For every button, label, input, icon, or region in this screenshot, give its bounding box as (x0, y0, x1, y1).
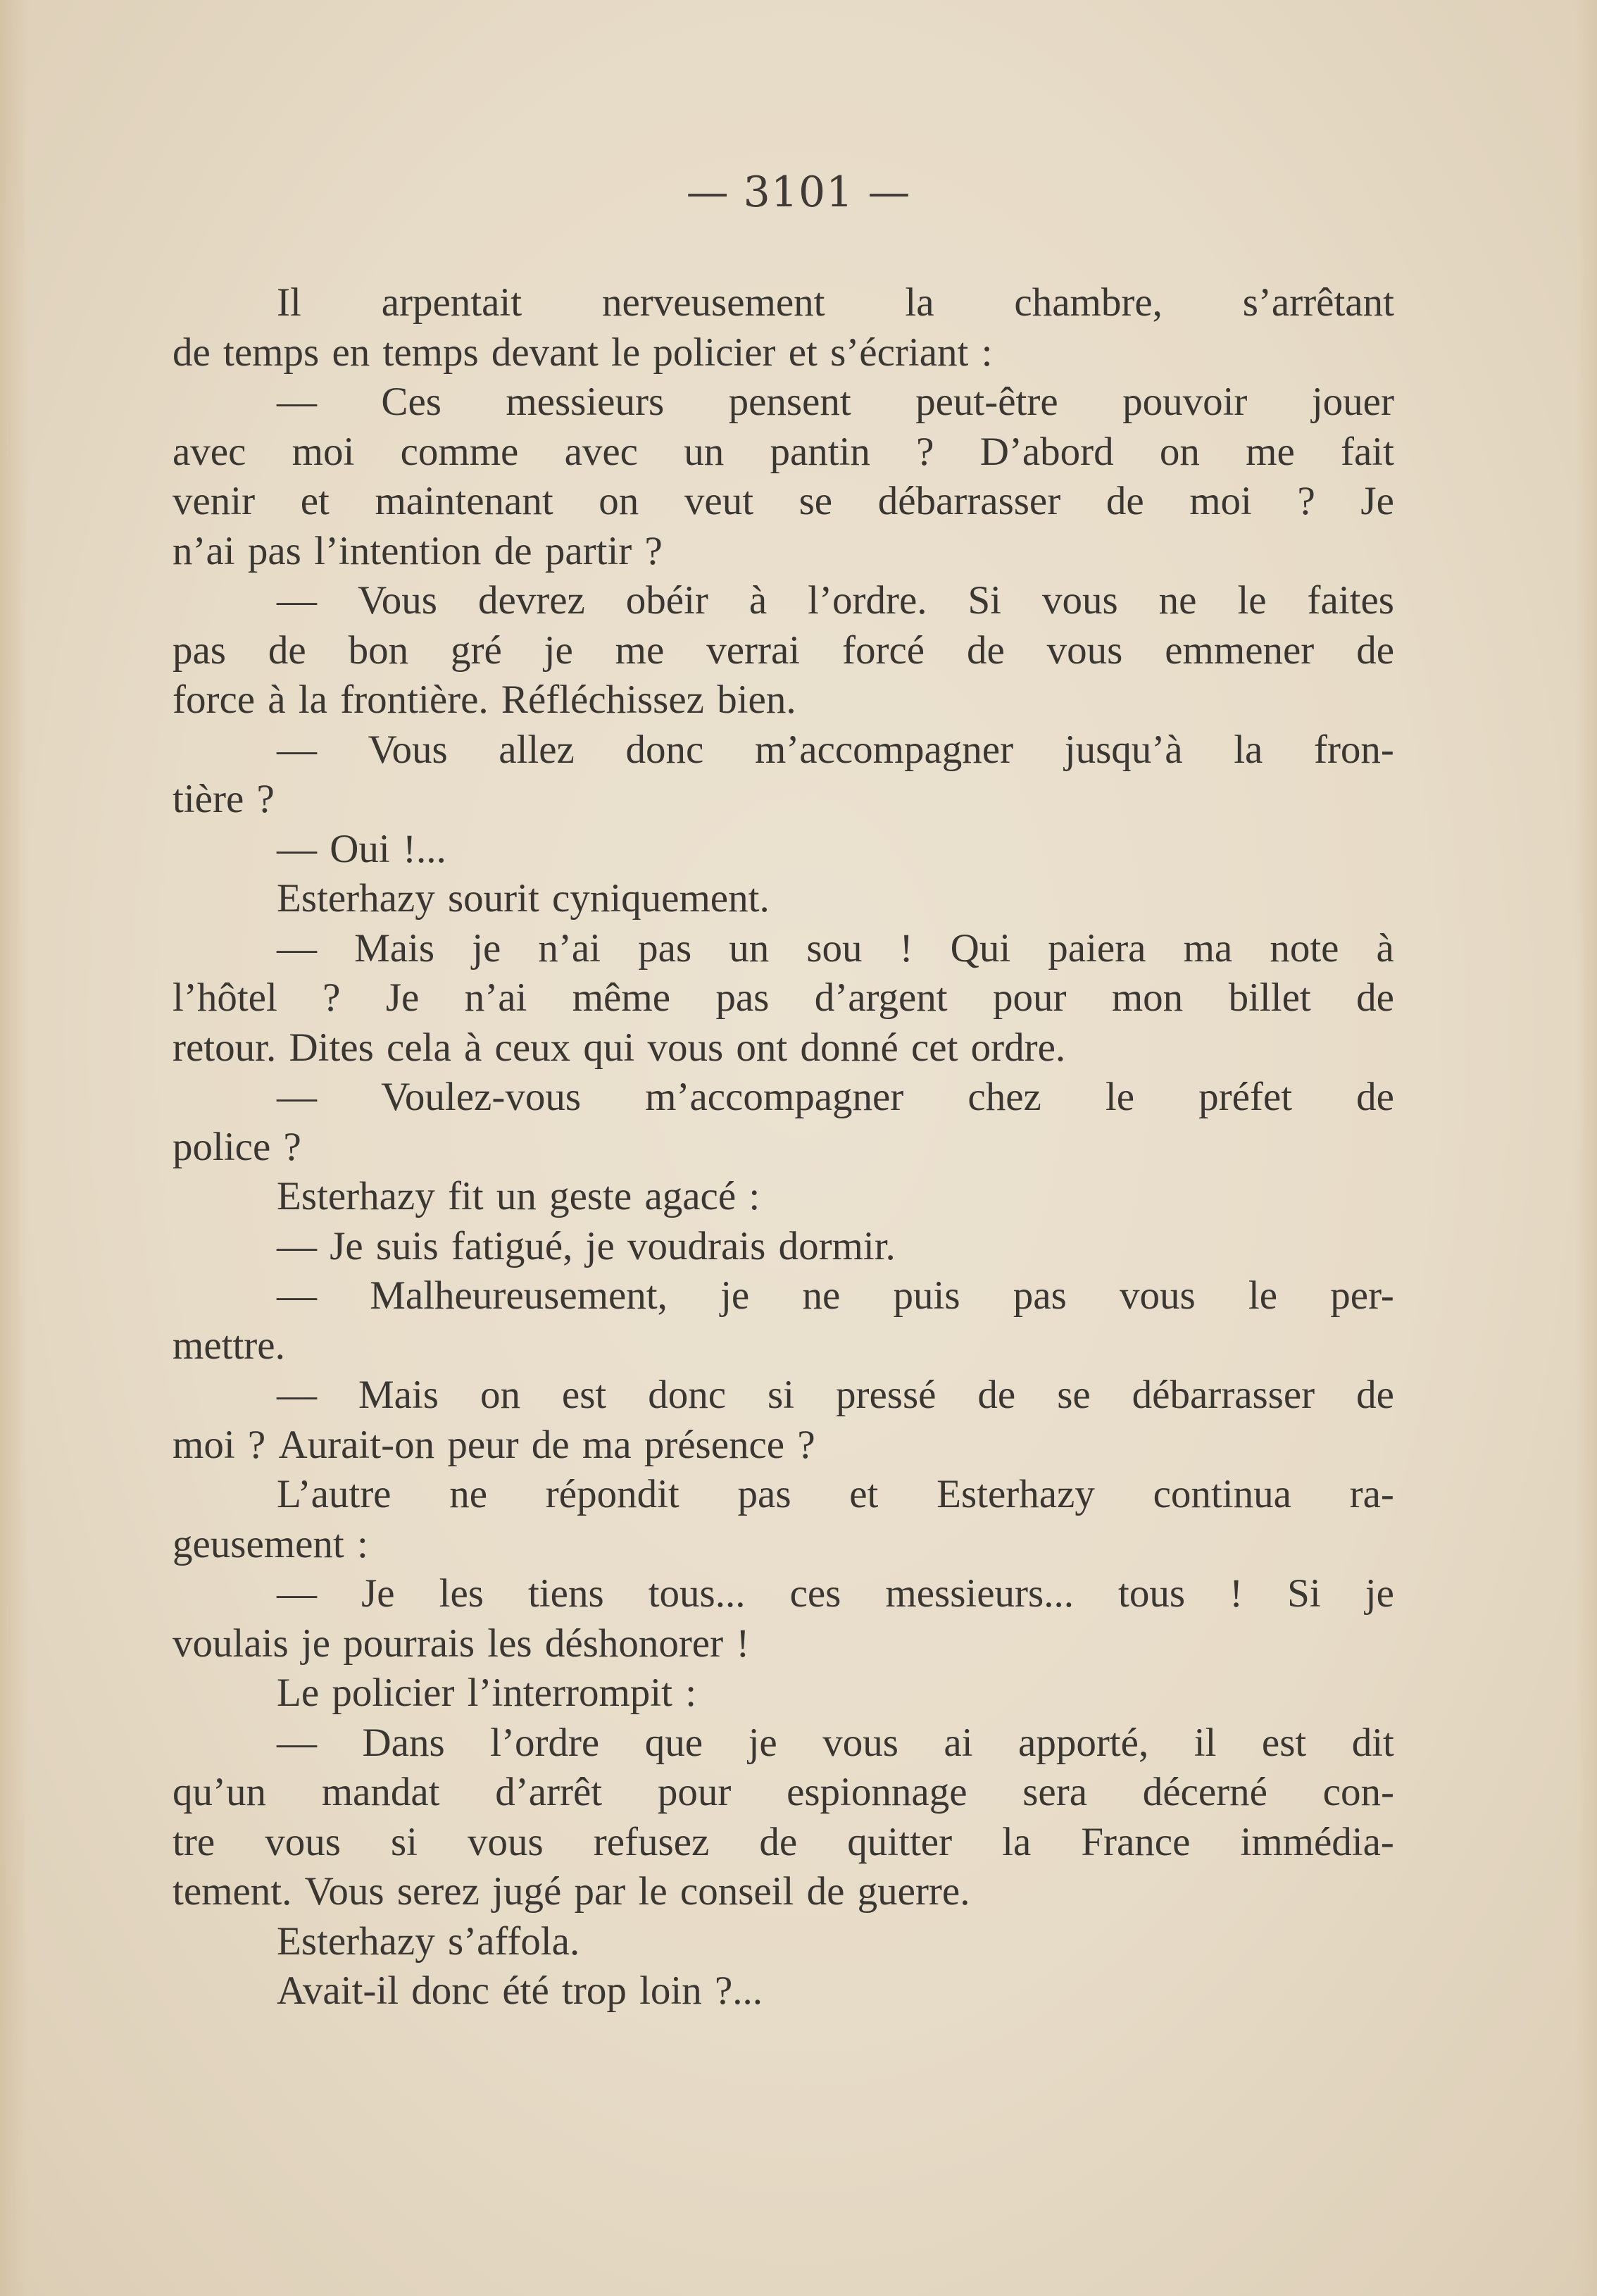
text-line: — Vous allez donc m’accompagner jusqu’à la fron- (277, 727, 1394, 772)
text-line: pas de bon gré je me verrai forcé de vous emmener de (173, 628, 1394, 673)
text-line: — Oui !... (277, 826, 446, 871)
text-line: avec moi comme avec un pantin ? D’abord on me fait (173, 429, 1394, 474)
text-line: qu’un mandat d’arrêt pour espionnage sera décerné con- (173, 1770, 1394, 1814)
text-line: geusement : (173, 1521, 368, 1566)
text-line: Avait-il donc été trop loin ?... (277, 1969, 763, 2013)
text-line: Le policier l’interrompit : (277, 1671, 697, 1715)
text-line: tement. Vous serez jugé par le conseil de guerre. (173, 1869, 970, 1914)
text-line: de temps en temps devant le policier et s’écriant : (173, 330, 993, 375)
text-line: voulais je pourrais les déshonorer ! (173, 1621, 750, 1666)
text-line: — Je suis fatigué, je voudrais dormir. (277, 1223, 896, 1268)
text-line: — Malheureusement, je ne puis pas vous le per- (277, 1273, 1394, 1318)
text-line: force à la frontière. Réfléchissez bien. (173, 678, 796, 722)
text-line: venir et maintenant on veut se débarrasser de moi ? Je (173, 479, 1394, 523)
text-line: l’hôtel ? Je n’ai même pas d’argent pour mon billet de (173, 975, 1394, 1020)
text-line: — Je les tiens tous... ces messieurs... tous ! Si je (277, 1571, 1394, 1616)
text-line: Il arpentait nerveusement la chambre, s’arrêtant (277, 280, 1394, 325)
page-edge-left (0, 0, 28, 2296)
text-line: tre vous si vous refusez de quitter la France immédia- (173, 1819, 1394, 1864)
text-line: — Mais on est donc si pressé de se débarrasser de (277, 1373, 1394, 1417)
text-line: — Dans l’ordre que je vous ai apporté, il est dit (277, 1720, 1394, 1765)
text-line: — Ces messieurs pensent peut-être pouvoir jouer (277, 380, 1394, 424)
text-line: n’ai pas l’intention de partir ? (173, 528, 663, 573)
text-line: tière ? (173, 777, 275, 821)
text-line: mettre. (173, 1323, 285, 1368)
text-line: L’autre ne répondit pas et Esterhazy continua ra- (277, 1472, 1394, 1516)
text-line: Esterhazy s’affola. (277, 1918, 580, 1964)
text-line: Esterhazy sourit cyniquement. (277, 876, 770, 921)
page-number: — 3101 — (686, 168, 911, 217)
text-line: — Vous devrez obéir à l’ordre. Si vous ne le faites (277, 578, 1394, 623)
text-line: retour. Dites cela à ceux qui vous ont donné cet ordre. (173, 1025, 1066, 1070)
body-text (173, 278, 1394, 2016)
text-line: Esterhazy fit un geste agacé : (277, 1174, 760, 1218)
text-line: — Voulez-vous m’accompagner chez le préfet de (277, 1075, 1394, 1119)
text-line: — Mais je n’ai pas un sou ! Qui paiera ma note à (277, 925, 1394, 971)
page-edge-right (1576, 0, 1597, 2296)
text-line: police ? (173, 1124, 301, 1169)
text-line: moi ? Aurait-on peur de ma présence ? (173, 1422, 815, 1467)
